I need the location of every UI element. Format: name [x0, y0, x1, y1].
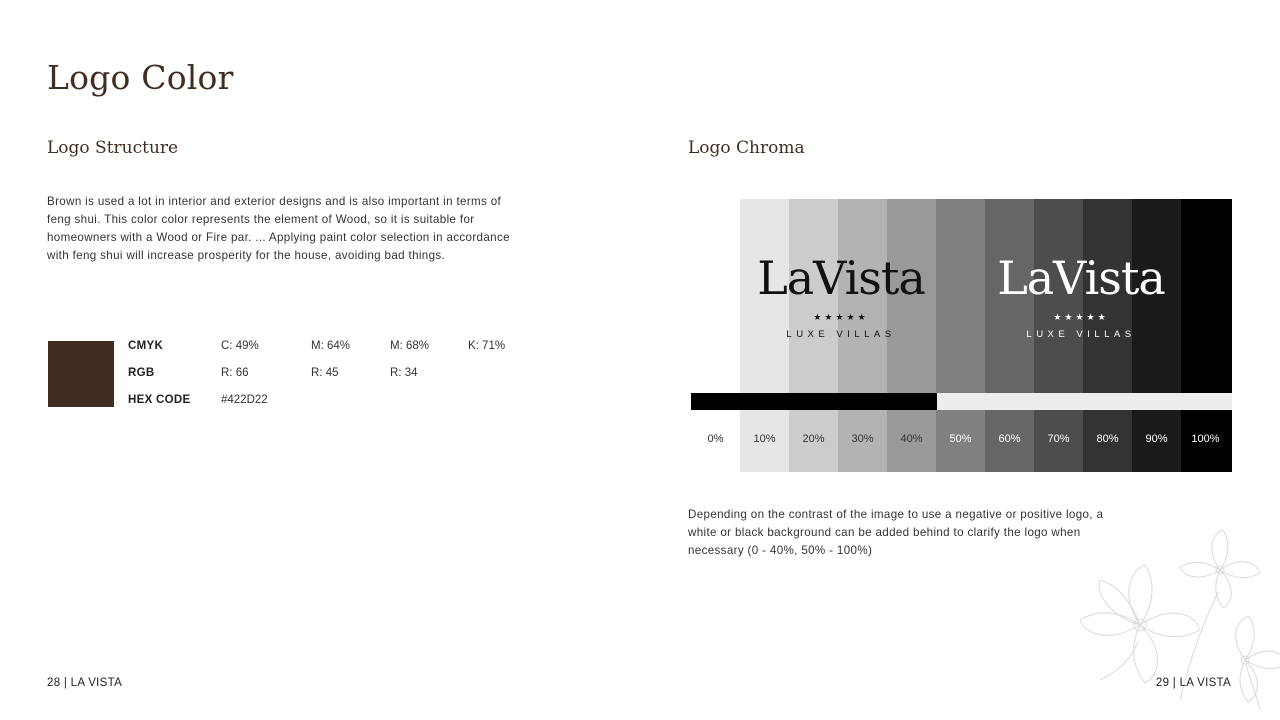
spec-label: HEX CODE	[128, 394, 191, 406]
floral-decoration-icon	[1060, 530, 1280, 720]
spec-value: R: 34	[390, 367, 418, 379]
chroma-percentage-label: 0%	[707, 433, 724, 445]
chroma-percentage-label: 50%	[949, 433, 972, 445]
chroma-percentage-label: 70%	[1047, 433, 1070, 445]
positive-logo	[731, 253, 951, 341]
footer-page-right: 29 | LA VISTA	[1155, 677, 1231, 689]
spec-value: M: 64%	[311, 340, 350, 352]
logo-wordmark: LaVista	[997, 251, 1165, 305]
brown-color-swatch	[48, 341, 114, 407]
logo-chroma-heading: Logo Chroma	[688, 138, 805, 158]
logo-chroma-panel	[691, 199, 1232, 472]
logo-tagline: LUXE VILLAS	[786, 329, 896, 340]
spec-value: R: 45	[311, 367, 339, 379]
logo-structure-heading: Logo Structure	[47, 138, 179, 158]
spec-value: M: 68%	[390, 340, 429, 352]
footer-page-left: 28 | LA VISTA	[47, 677, 123, 689]
spec-value: R: 66	[221, 367, 249, 379]
chroma-percentage-label: 10%	[753, 433, 776, 445]
star-rating-icon: ★★★★★	[813, 312, 869, 322]
spec-label: CMYK	[128, 340, 164, 352]
logo-structure-description: Brown is used a lot in interior and exterior designs and is also important in terms of feng shui. This color color represents the element of Wood, so it is suitable for homeowners with a Wood or Fire par. ... Applying paint color selection in accordance with feng shui will increase prosperity for the house, avoiding bad things.	[47, 195, 510, 262]
black-background-bar	[691, 393, 937, 410]
logo-wordmark: LaVista	[757, 251, 925, 305]
chroma-percentage-label: 20%	[802, 433, 825, 445]
spec-label: RGB	[128, 367, 155, 379]
star-rating-icon: ★★★★★	[1053, 312, 1109, 322]
chroma-percentage-label: 60%	[998, 433, 1021, 445]
chroma-percentage-label: 40%	[900, 433, 923, 445]
spec-value: C: 49%	[221, 340, 259, 352]
chroma-percentage-label: 30%	[851, 433, 874, 445]
spec-value: K: 71%	[468, 340, 506, 352]
logo-tagline: LUXE VILLAS	[1026, 329, 1136, 340]
negative-logo	[971, 253, 1191, 341]
chroma-percentage-label: 80%	[1096, 433, 1119, 445]
chroma-percentage-label: 90%	[1145, 433, 1168, 445]
page-title: Logo Color	[47, 58, 234, 97]
spec-value: #422D22	[221, 394, 268, 406]
logo-chroma-description: Depending on the contrast of the image to use a negative or positive logo, a white or black background can be added behind to clarify the logo when necessary (0 - 40%, 50% - 100%)	[688, 508, 1104, 557]
chroma-percentage-label: 100%	[1191, 433, 1220, 445]
